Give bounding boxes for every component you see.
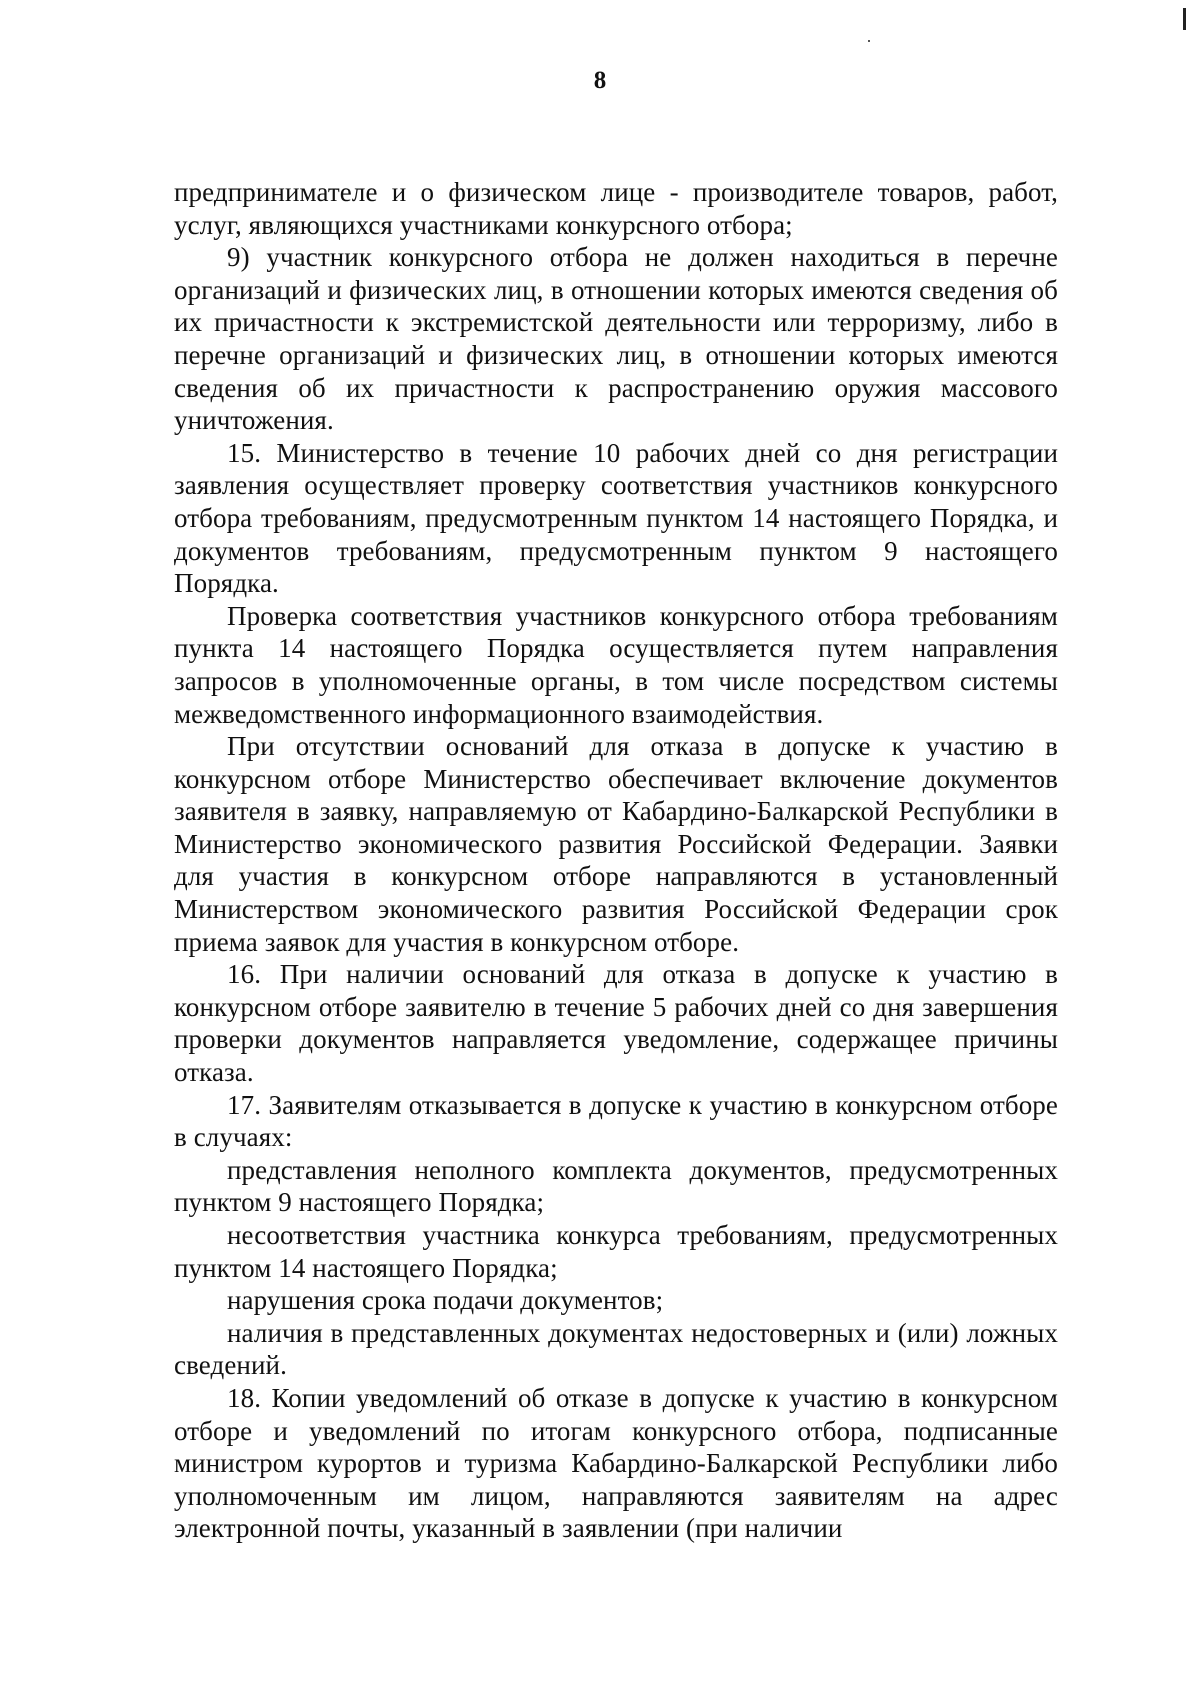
paragraph-refusal-reason-3: нарушения срока подачи документов; — [227, 1285, 664, 1316]
paragraph-clause-17: 17. Заявителям отказывается в допуске к участию в конкурсном отборе в случаях: — [174, 1089, 1058, 1153]
scan-artifact-mark — [1183, 8, 1186, 30]
document-body — [174, 176, 1058, 1545]
page-number: 8 — [593, 67, 607, 94]
paragraph-verification: Проверка соответствия участников конкурсного отбора требованиям пункта 14 настоящего Порядка осуществляется путем направления запросов в уполномоченные органы, в том числе посредством системы межведомственного информационного взаимодействия. — [174, 600, 1058, 729]
scan-artifact-dot — [868, 40, 870, 42]
paragraph-continuation: предпринимателе и о физическом лице - производителе товаров, работ, услуг, являющихся участниками конкурсного отбора; — [174, 177, 1058, 240]
paragraph-no-grounds: При отсутствии оснований для отказа в допуске к участию в конкурсном отборе Министерство обеспечивает включение документов заявителя в заявку, направляемую от Кабардино-Балкарской Республики в Министерство экономического развития Российской Федерации. Заявки для участия в конкурсном отборе направляются в установленный Министерством экономического развития Российской Федерации срок приема заявок для участия в конкурсном отборе. — [174, 731, 1058, 957]
paragraph-clause-15: 15. Министерство в течение 10 рабочих дней со дня регистрации заявления осуществляет проверку соответствия участников конкурсного отбора требованиям, предусмотренным пунктом 14 настоящего Порядка, и документов требованиям, предусмотренным пунктом 9 настоящего Порядка. — [174, 437, 1058, 599]
paragraph-refusal-reason-1: представления неполного комплекта документов, предусмотренных пунктом 9 настоящего Порядка; — [174, 1154, 1058, 1218]
paragraph-clause-18: 18. Копии уведомлений об отказе в допуске к участию в конкурсном отборе и уведомлений по итогам конкурсного отбора, подписанные министром курортов и туризма Кабардино-Балкарской Республики либо уполномоченным им лицом, направляются заявителям на адрес электронной почты, указанный в заявлении (при наличии — [174, 1382, 1058, 1544]
paragraph-refusal-reason-2: несоответствия участника конкурса требованиям, предусмотренных пунктом 14 настоящего Порядка; — [174, 1220, 1058, 1283]
paragraph-refusal-reason-4: наличия в представленных документах недостоверных и (или) ложных сведений. — [174, 1317, 1058, 1381]
paragraph-clause-16: 16. При наличии оснований для отказа в допуске к участию в конкурсном отборе заявителю в течение 5 рабочих дней со дня завершения проверки документов направляется уведомление, содержащее причины отказа. — [174, 959, 1058, 1088]
paragraph-item-9: 9) участник конкурсного отбора не должен находиться в перечне организаций и физических лиц, в отношении которых имеются сведения об их причастности к экстремистской деятельности или терроризму, либо в перечне организаций и физических лиц, в отношении которых имеются сведения об их причастности к распространению оружия массового уничтожения. — [174, 242, 1058, 436]
